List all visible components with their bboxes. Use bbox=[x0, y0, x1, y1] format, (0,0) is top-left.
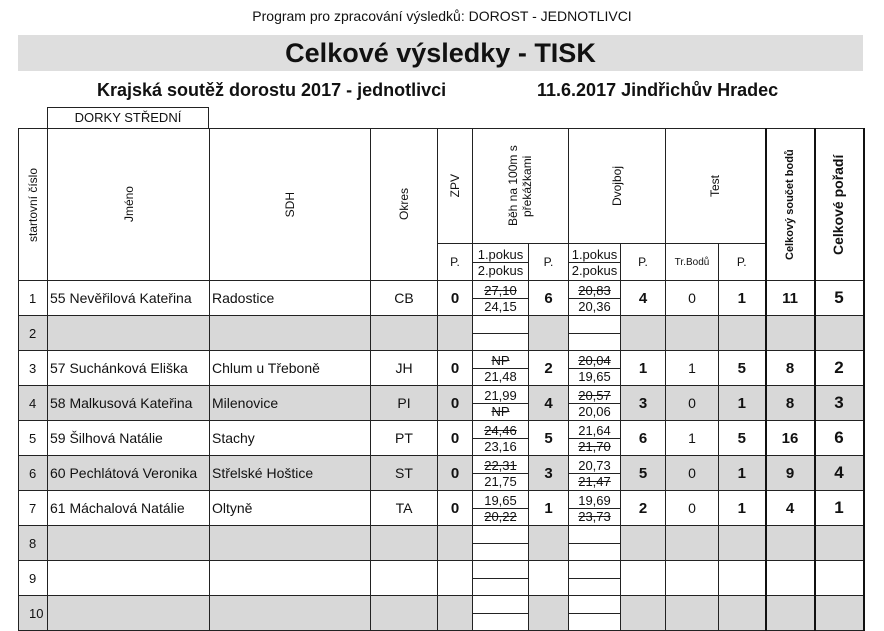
beh-points bbox=[529, 561, 569, 596]
beh-points: 1 bbox=[529, 491, 569, 526]
beh-points: 3 bbox=[529, 456, 569, 491]
beh-attempt-value: 24,46 bbox=[473, 423, 528, 439]
table-row bbox=[19, 596, 864, 631]
total-points: 16 bbox=[766, 421, 815, 456]
dvojboj-points: 3 bbox=[621, 386, 666, 421]
dvojboj-points: 4 bbox=[621, 281, 666, 316]
beh-points: 4 bbox=[529, 386, 569, 421]
beh-attempt-value: 20,22 bbox=[484, 508, 517, 524]
beh-pokus1-label: 1.pokus bbox=[473, 247, 528, 263]
overall-rank bbox=[815, 561, 864, 596]
results-table bbox=[18, 128, 865, 631]
test-trbodu bbox=[666, 316, 719, 351]
test-points bbox=[719, 526, 766, 561]
dvojboj-points: 5 bbox=[621, 456, 666, 491]
competitor-name: 57 Suchánková Eliška bbox=[48, 351, 210, 386]
beh-points: 5 bbox=[529, 421, 569, 456]
table-row bbox=[19, 456, 864, 491]
date-place: 11.6.2017 Jindřichův Hradec bbox=[537, 80, 779, 100]
start-number: 1 bbox=[19, 281, 48, 316]
sdh-name: Oltyně bbox=[210, 491, 371, 526]
col-zpv: ZPV bbox=[448, 174, 462, 198]
beh-attempt-value: 27,10 bbox=[473, 283, 528, 299]
beh-attempt-value: NP bbox=[473, 353, 528, 369]
beh-pokus2-label: 2.pokus bbox=[477, 262, 524, 278]
dv-pokus2-label: 2.pokus bbox=[571, 262, 618, 278]
dvojboj-attempt-value bbox=[569, 578, 620, 579]
dvojboj-attempt-value: 20,06 bbox=[578, 403, 611, 419]
start-number: 3 bbox=[19, 351, 48, 386]
total-points: 4 bbox=[766, 491, 815, 526]
total-points bbox=[766, 526, 815, 561]
dvojboj-attempt-value bbox=[569, 613, 620, 614]
okres-code: PI bbox=[371, 386, 438, 421]
start-number: 8 bbox=[19, 526, 48, 561]
dvojboj-points bbox=[621, 596, 666, 631]
dvojboj-attempt-value: 21,64 bbox=[569, 423, 620, 439]
col-name: Jméno bbox=[121, 186, 136, 223]
test-p-label: P. bbox=[719, 244, 766, 281]
dvojboj-attempt-value: 23,73 bbox=[578, 508, 611, 524]
zpv-points: 0 bbox=[438, 351, 473, 386]
test-points bbox=[719, 561, 766, 596]
okres-code bbox=[371, 316, 438, 351]
zpv-points bbox=[438, 596, 473, 631]
dvojboj-attempt-value bbox=[569, 333, 620, 334]
competition-name: Krajská soutěž dorostu 2017 - jednotlivci bbox=[97, 80, 447, 100]
test-points bbox=[719, 316, 766, 351]
total-points: 11 bbox=[766, 281, 815, 316]
test-points: 5 bbox=[719, 351, 766, 386]
start-number: 6 bbox=[19, 456, 48, 491]
test-points: 1 bbox=[719, 491, 766, 526]
beh-attempt-value: 21,48 bbox=[484, 368, 517, 384]
table-row bbox=[19, 386, 864, 421]
sdh-name: Střelské Hoštice bbox=[210, 456, 371, 491]
overall-rank: 3 bbox=[815, 386, 864, 421]
table-row bbox=[19, 421, 864, 456]
dvojboj-attempt-value: 21,70 bbox=[578, 438, 611, 454]
test-trbodu-label: Tr.Bodů bbox=[666, 244, 719, 281]
total-points bbox=[766, 561, 815, 596]
beh-points: 2 bbox=[529, 351, 569, 386]
zpv-points bbox=[438, 526, 473, 561]
sdh-name: Milenovice bbox=[210, 386, 371, 421]
dvojboj-attempt-value: 20,36 bbox=[578, 298, 611, 314]
beh-points bbox=[529, 316, 569, 351]
beh-attempt-value bbox=[473, 613, 528, 614]
test-trbodu bbox=[666, 526, 719, 561]
okres-code: JH bbox=[371, 351, 438, 386]
beh-attempt-value: 21,75 bbox=[484, 473, 517, 489]
beh-points: 6 bbox=[529, 281, 569, 316]
okres-code bbox=[371, 596, 438, 631]
start-number: 9 bbox=[19, 561, 48, 596]
beh-attempt-value: 23,16 bbox=[484, 438, 517, 454]
beh-attempt-value bbox=[473, 333, 528, 334]
sdh-name bbox=[210, 596, 371, 631]
competitor-name bbox=[48, 561, 210, 596]
overall-rank bbox=[815, 596, 864, 631]
competitor-name: 61 Máchalová Natálie bbox=[48, 491, 210, 526]
start-number: 10 bbox=[19, 596, 48, 631]
test-points bbox=[719, 596, 766, 631]
overall-rank bbox=[815, 526, 864, 561]
beh-attempt-value: 24,15 bbox=[484, 298, 517, 314]
okres-code: PT bbox=[371, 421, 438, 456]
sdh-name bbox=[210, 526, 371, 561]
zpv-points bbox=[438, 316, 473, 351]
dvojboj-points: 6 bbox=[621, 421, 666, 456]
dvojboj-points: 1 bbox=[621, 351, 666, 386]
beh-attempt-value: NP bbox=[491, 403, 510, 419]
zpv-points: 0 bbox=[438, 281, 473, 316]
total-points: 8 bbox=[766, 386, 815, 421]
okres-code: TA bbox=[371, 491, 438, 526]
dvojboj-attempt-value: 20,73 bbox=[569, 458, 620, 474]
test-trbodu: 0 bbox=[666, 386, 719, 421]
test-trbodu bbox=[666, 596, 719, 631]
start-number: 4 bbox=[19, 386, 48, 421]
dvojboj-attempt-value: 20,04 bbox=[569, 353, 620, 369]
okres-code bbox=[371, 561, 438, 596]
total-points bbox=[766, 596, 815, 631]
overall-rank: 4 bbox=[815, 456, 864, 491]
col-sdh: SDH bbox=[283, 191, 297, 218]
dvojboj-points bbox=[621, 561, 666, 596]
overall-rank: 1 bbox=[815, 491, 864, 526]
beh-attempt-value: 19,65 bbox=[473, 493, 528, 509]
dvojboj-attempt-value: 20,57 bbox=[569, 388, 620, 404]
competitor-name: 58 Malkusová Kateřina bbox=[48, 386, 210, 421]
category-label: DORKY STŘEDNÍ bbox=[47, 107, 209, 128]
dvojboj-points bbox=[621, 526, 666, 561]
beh-points bbox=[529, 596, 569, 631]
table-row bbox=[19, 351, 864, 386]
header-row bbox=[19, 129, 864, 244]
table-row bbox=[19, 561, 864, 596]
test-points: 5 bbox=[719, 421, 766, 456]
test-points: 1 bbox=[719, 456, 766, 491]
total-points: 8 bbox=[766, 351, 815, 386]
table-row bbox=[19, 316, 864, 351]
test-points: 1 bbox=[719, 281, 766, 316]
col-start: startovní číslo bbox=[26, 167, 40, 242]
competitor-name: 59 Šilhová Natálie bbox=[48, 421, 210, 456]
col-soucet: Celkový součet bodů bbox=[784, 149, 796, 260]
dvojboj-attempt-value: 20,83 bbox=[569, 283, 620, 299]
sdh-name: Radostice bbox=[210, 281, 371, 316]
zpv-points: 0 bbox=[438, 421, 473, 456]
table-row bbox=[19, 526, 864, 561]
dv-p-label: P. bbox=[621, 244, 666, 281]
beh-attempt-value bbox=[473, 543, 528, 544]
sdh-name: Chlum u Třeboně bbox=[210, 351, 371, 386]
overall-rank: 2 bbox=[815, 351, 864, 386]
page-title: Celkové výsledky - TISK bbox=[18, 35, 863, 71]
sdh-name: Stachy bbox=[210, 421, 371, 456]
overall-rank bbox=[815, 316, 864, 351]
col-dvojboj: Dvojboj bbox=[610, 165, 624, 207]
dvojboj-points bbox=[621, 316, 666, 351]
dvojboj-points: 2 bbox=[621, 491, 666, 526]
col-poradi: Celkové pořadí bbox=[830, 154, 846, 255]
beh-p-label: P. bbox=[529, 244, 569, 281]
competitor-name bbox=[48, 526, 210, 561]
dvojboj-attempt-value: 19,65 bbox=[578, 368, 611, 384]
table-row bbox=[19, 281, 864, 316]
test-trbodu: 0 bbox=[666, 281, 719, 316]
sdh-name bbox=[210, 316, 371, 351]
test-trbodu: 0 bbox=[666, 491, 719, 526]
col-test: Test bbox=[708, 174, 723, 197]
dv-pokus1-label: 1.pokus bbox=[569, 247, 620, 263]
table-row bbox=[19, 491, 864, 526]
zpv-p-label: P. bbox=[438, 244, 473, 281]
start-number: 5 bbox=[19, 421, 48, 456]
dvojboj-attempt-value: 21,47 bbox=[578, 473, 611, 489]
okres-code: CB bbox=[371, 281, 438, 316]
beh-attempt-value: 21,99 bbox=[473, 388, 528, 404]
zpv-points: 0 bbox=[438, 386, 473, 421]
sdh-name bbox=[210, 561, 371, 596]
okres-code: ST bbox=[371, 456, 438, 491]
competitor-name: 60 Pechlátová Veronika bbox=[48, 456, 210, 491]
program-caption: Program pro zpracování výsledků: DOROST - JEDNOTLIVCI bbox=[252, 8, 632, 24]
total-points: 9 bbox=[766, 456, 815, 491]
test-trbodu: 1 bbox=[666, 351, 719, 386]
dvojboj-attempt-value bbox=[569, 543, 620, 544]
overall-rank: 6 bbox=[815, 421, 864, 456]
competitor-name: 55 Nevěřilová Kateřina bbox=[48, 281, 210, 316]
beh-points bbox=[529, 526, 569, 561]
beh-attempt-value bbox=[473, 578, 528, 579]
start-number: 2 bbox=[19, 316, 48, 351]
zpv-points: 0 bbox=[438, 491, 473, 526]
overall-rank: 5 bbox=[815, 281, 864, 316]
competitor-name bbox=[48, 316, 210, 351]
test-trbodu: 0 bbox=[666, 456, 719, 491]
test-points: 1 bbox=[719, 386, 766, 421]
test-trbodu bbox=[666, 561, 719, 596]
beh-attempt-value: 22,31 bbox=[473, 458, 528, 474]
total-points bbox=[766, 316, 815, 351]
col-okres: Okres bbox=[397, 188, 411, 221]
col-beh: Běh na 100m s překážkami bbox=[505, 145, 534, 227]
zpv-points: 0 bbox=[438, 456, 473, 491]
start-number: 7 bbox=[19, 491, 48, 526]
okres-code bbox=[371, 526, 438, 561]
zpv-points bbox=[438, 561, 473, 596]
test-trbodu: 1 bbox=[666, 421, 719, 456]
competitor-name bbox=[48, 596, 210, 631]
dvojboj-attempt-value: 19,69 bbox=[569, 493, 620, 509]
